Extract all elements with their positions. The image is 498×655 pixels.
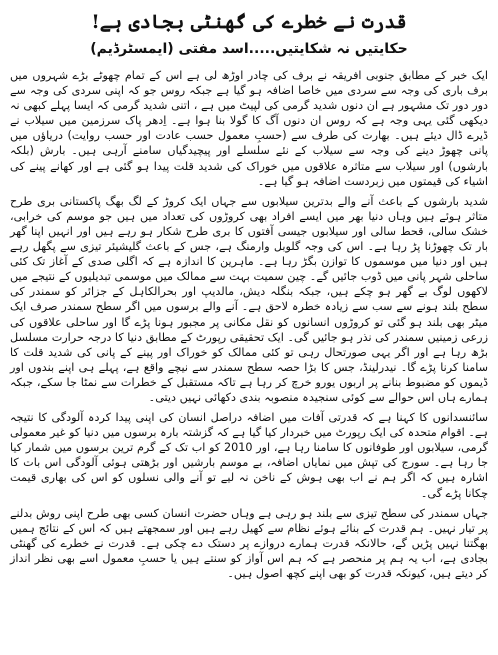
article-paragraph-2: شدید بارشوں کے باعث آنے والے بدترین سیلابوں سے جہاں ایک کروڑ کے لگ بھگ پاکستانی بری طرح متاثر ہوئے ہیں وہاں دنیا بھر میں ایسے افراد بھی کروڑوں کی تعداد میں ہیں جو موسم کی خرابی، خشک سالی، قحط سالی اور سیلابوں جیسی آفتوں کا بری طرح شکار ہو رہے ہیں اور انہیں اپنا گھر بار تک چھوڑنا پڑ رہا ہے۔ اس کی وجہ گلوبل وارمنگ ہے، جس کے باعث گلیشیئر تیزی سے پگھل رہے ہیں اور دنیا میں موسموں کا توازن بگڑ رہا ہے۔ ماہرین کا اندازہ ہے کہ اگلی صدی کے آغاز تک کئی ساحلی شہر پانی میں ڈوب جائیں گے۔ چین سمیت بہت سے ممالک میں موسمی تبدیلیوں کے نتیجے میں لاکھوں لوگ بے گھر ہو چکے ہیں، جبکہ بنگلہ دیش، مالدیپ اور بحرالکاہل کے جزائر کو سمندر کی سطح بلند ہونے سے سب سے زیادہ خطرہ لاحق ہے۔ آنے والے برسوں میں اگر سطح سمندر صرف ایک میٹر بھی بلند ہو گئی تو کروڑوں انسانوں کو نقل مکانی پر مجبور ہونا پڑے گا اور ساحلی علاقوں کی زرعی زمینیں سمندر کی نذر ہو جائیں گی۔ ایک تحقیقی رپورٹ کے مطابق دنیا کا درجہ حرارت مسلسل بڑھ رہا ہے اور اگر یہی صورتحال رہی تو کئی ممالک کو خوراک اور پینے کے پانی کی شدید قلت کا سامنا کرنا پڑے گا۔ نیدرلینڈ، جس کا بڑا حصہ سطح سمندر سے نیچے واقع ہے، پہلے ہی اپنے بندوں اور ڈیموں کو مضبوط بنانے پر اربوں یورو خرچ کر رہا ہے تاکہ مستقبل کے خطرات سے نمٹا جا سکے، جبکہ ہمارے ہاں اس حوالے سے کوئی سنجیدہ منصوبہ بندی دکھائی نہیں دیتی۔ xyxy=(10,194,488,404)
article-paragraph-3: سائنسدانوں کا کہنا ہے کہ قدرتی آفات میں اضافہ دراصل انسان کی اپنی پیدا کردہ آلودگی کا نتیجہ ہے۔ اقوام متحدہ کی ایک رپورٹ میں خبردار کیا گیا ہے کہ گزشتہ بارہ برسوں میں دنیا کو غیر معمولی گرمی، سیلابوں اور طوفانوں کا سامنا رہا ہے، اور 2010 کو اب تک کے گرم ترین برسوں میں شمار کیا جا رہا ہے۔ سورج کی تپش میں نمایاں اضافہ، بے موسم بارشیں اور بڑھتی ہوئی آلودگی اس بات کا اشارہ ہیں کہ اگر ہم نے اب بھی ہوش کے ناخن نہ لیے تو آنے والی نسلوں کو اس کی بھاری قیمت چکانا پڑے گی۔ xyxy=(10,411,488,500)
article-byline: حکایتیں نہ شکایتیں.....اسد مفتی (ایمسٹرڈیم) xyxy=(90,41,408,57)
article-paragraph-1: ایک خبر کے مطابق جنوبی افریقہ نے برف کی چادر اوڑھ لی ہے اس کے تمام چھوٹے بڑے شہروں میں برف باری کی وجہ سے سردی میں خاصا اضافہ ہو گیا ہے جبکہ روس جو کہ اپنی سردی کی وجہ سے دور دور تک مشہور ہے ان دنوں شدید گرمی کی لپیٹ میں ہے ، اتنی شدید گرمی کہ ایسا پہلے کبھی نہ دیکھی گئی یہی وجہ ہے کہ روس ان دنوں آگ کا گولا بنا ہوا ہے۔ اِدھر پاک سرزمین میں سیلاب نے ڈیرے ڈال دیئے ہیں۔ بھارت کی طرف سے (حسبِ معمول حسب عادت اور حسب روایت) دریاؤں میں پانی چھوڑ دینے کی وجہ سے سیلاب کے نئے سلسلے اور پیچیدگیاں سامنے آرہی ہیں۔ بارش (بلکہ بارشوں) اور سیلاب سے متاثرہ علاقوں میں خوراک کی شدید قلت پیدا ہو گئی ہے اور کھانے پینے کی اشیاء کی قیمتوں میں زبردست اضافہ ہو گیا ہے۔ xyxy=(10,69,488,188)
article-paragraph-4: جہاں سمندر کی سطح تیزی سے بلند ہو رہی ہے وہاں حضرت انسان کسی بھی طرح اپنی روش بدلنے پر تیار نہیں۔ ہم قدرت کے بنائے ہوئے نظام سے کھیل رہے ہیں اور سمجھتے ہیں کہ اس کے نتائج ہمیں بھگتنا نہیں پڑیں گے، حالانکہ قدرت ہمارے دروازے پر دستک دے چکی ہے۔ قدرت نے خطرے کی گھنٹی بجادی ہے، اب یہ ہم پر منحصر ہے کہ ہم اس آواز کو سنتے ہیں یا حسبِ معمول اسے بھی نظر انداز کر دیتے ہیں، کیونکہ قدرت کو بھی اپنے کچھ اصول ہیں۔ xyxy=(10,506,488,580)
article-title: قدرت نے خطرے کی گھنٹی بجادی ہے! xyxy=(91,11,407,33)
article-body xyxy=(10,68,488,581)
